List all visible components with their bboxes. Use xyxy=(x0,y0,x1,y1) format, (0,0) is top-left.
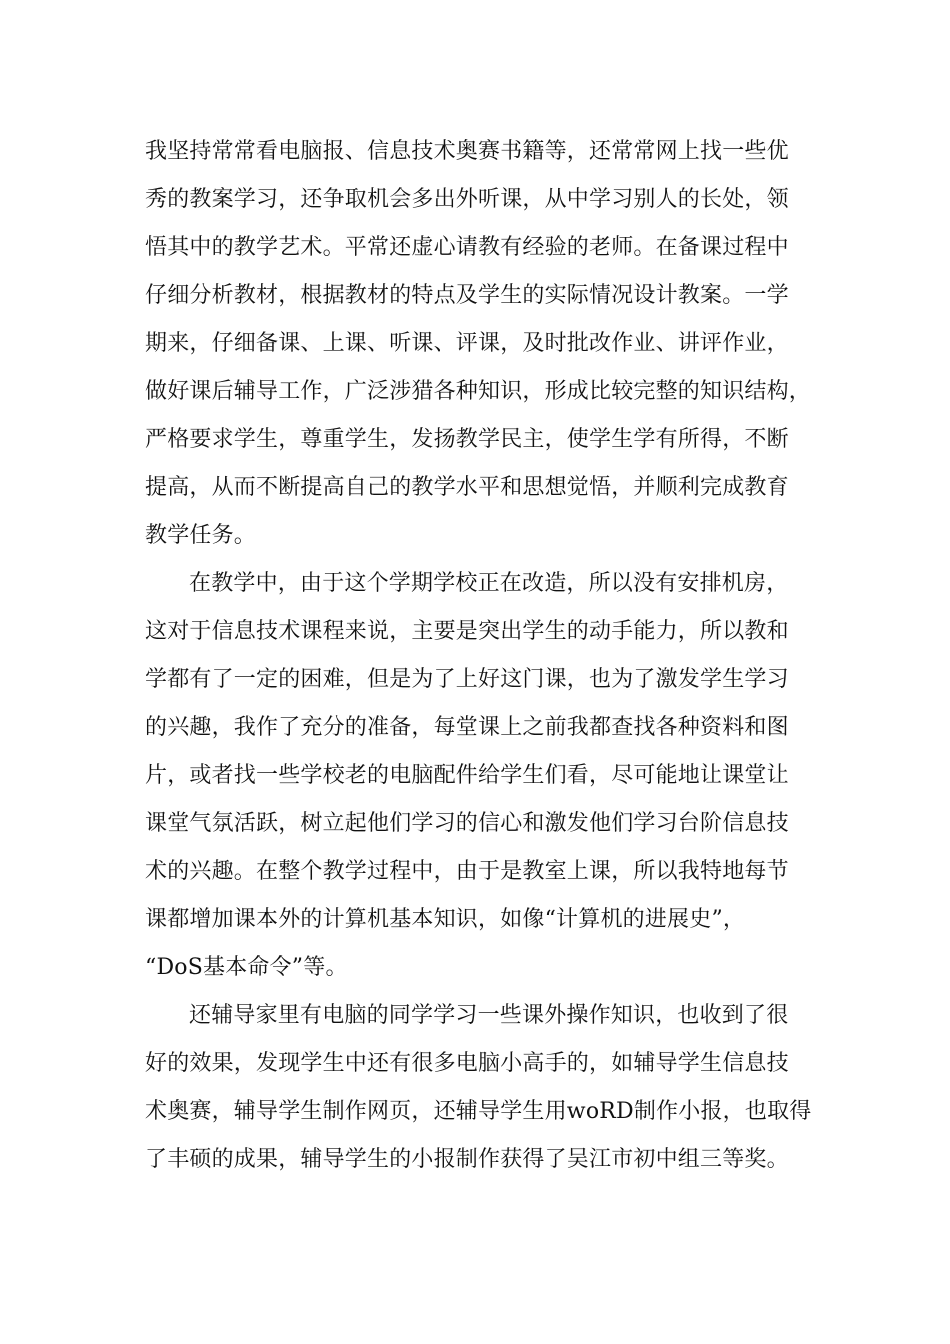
paragraph-line: 提高，从而不断提高自己的教学水平和思想觉悟，并顺利完成教育 xyxy=(145,475,789,500)
paragraph-line: 了丰硕的成果，辅导学生的小报制作获得了吴江市初中组三等奖。 xyxy=(145,1147,789,1172)
paragraph-line: 术奥赛，辅导学生制作网页，还辅导学生用woRD制作小报，也取得 xyxy=(145,1099,812,1124)
paragraph-line: 这对于信息技术课程来说，主要是突出学生的动手能力，所以教和 xyxy=(145,619,789,644)
document-body xyxy=(145,128,825,1184)
paragraph-line: 严格要求学生，尊重学生，发扬教学民主，使学生学有所得，不断 xyxy=(145,427,789,452)
paragraph-line: 课都增加课本外的计算机基本知识，如像“计算机的进展史”， xyxy=(145,907,746,932)
paragraph-line: 我坚持常常看电脑报、信息技术奥赛书籍等，还常常网上找一些优 xyxy=(145,139,789,164)
paragraph-line: 做好课后辅导工作，广泛涉猎各种知识，形成比较完整的知识结构， xyxy=(145,379,812,404)
paragraph-line: 仔细分析教材，根据教材的特点及学生的实际情况设计教案。一学 xyxy=(145,283,789,308)
paragraph-line: 悟其中的教学艺术。平常还虚心请教有经验的老师。在备课过程中 xyxy=(145,235,789,260)
paragraph-line: 期来，仔细备课、上课、听课、评课，及时批改作业、讲评作业， xyxy=(145,331,789,356)
paragraph-line: 片，或者找一些学校老的电脑配件给学生们看，尽可能地让课堂让 xyxy=(145,763,789,788)
paragraph-line: 秀的教案学习，还争取机会多出外听课，从中学习别人的长处，领 xyxy=(145,187,789,212)
paragraph-line: 术的兴趣。在整个教学过程中，由于是教室上课，所以我特地每节 xyxy=(145,859,789,884)
paragraph-line: 好的效果，发现学生中还有很多电脑小高手的，如辅导学生信息技 xyxy=(145,1051,789,1076)
paragraph-line: 的兴趣，我作了充分的准备，每堂课上之前我都查找各种资料和图 xyxy=(145,715,789,740)
paragraph-line: “DoS基本命令”等。 xyxy=(145,955,348,980)
paragraph-line: 在教学中，由于这个学期学校正在改造，所以没有安排机房， xyxy=(189,571,789,596)
paragraph-line: 还辅导家里有电脑的同学学习一些课外操作知识，也收到了很 xyxy=(189,1003,789,1028)
paragraph-3 xyxy=(145,992,825,1184)
paragraph-2 xyxy=(145,560,825,992)
paragraph-line: 课堂气氛活跃，树立起他们学习的信心和激发他们学习台阶信息技 xyxy=(145,811,789,836)
paragraph-line: 教学任务。 xyxy=(145,523,257,548)
paragraph-1 xyxy=(145,128,825,560)
paragraph-line: 学都有了一定的困难，但是为了上好这门课，也为了激发学生学习 xyxy=(145,667,789,692)
